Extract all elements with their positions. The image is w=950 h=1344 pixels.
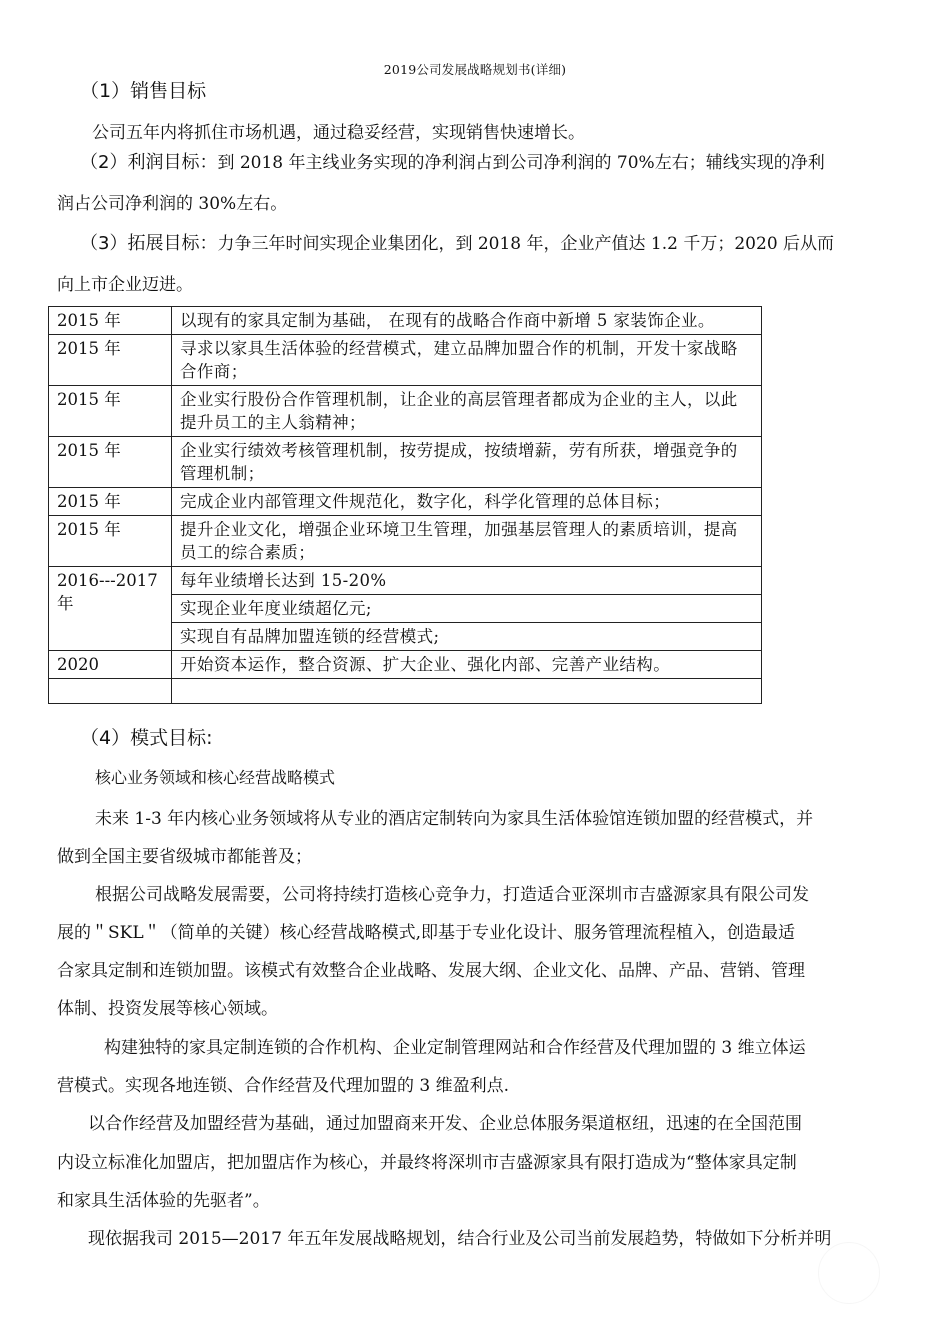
table-cell-text: 以现有的家具定制为基础， 在现有的战略合作商中新增 5 家装饰企业。: [172, 307, 762, 335]
table-cell-year: 2015 年: [49, 386, 172, 437]
development-plan-table: [48, 306, 762, 704]
paragraph-line: 未来 1-3 年内核心业务领域将从专业的酒店定制转向为家具生活体验馆连锁加盟的经营模式，并: [95, 809, 814, 829]
mode-target-subheading: 核心业务领域和核心经营战略模式: [95, 768, 336, 787]
paragraph-line: 做到全国主要省级城市都能普及；: [57, 847, 312, 867]
table-cell-text: 完成企业内部管理文件规范化，数字化，科学化管理的总体目标；: [172, 488, 762, 516]
paragraph-line: 展的＂SKL＂（简单的关键）核心经营战略模式,即基于专业化设计、服务管理流程植入，创造最适: [57, 923, 796, 943]
table-cell-text: 实现自有品牌加盟连锁的经营模式;: [172, 623, 762, 651]
paragraph-line: 构建独特的家具定制连锁的合作机构、企业定制管理网站和合作经营及代理加盟的 3 维立体运: [104, 1038, 806, 1058]
table-cell-text: 开始资本运作，整合资源、扩大企业、强化内部、完善产业结构。: [172, 651, 762, 679]
paragraph-line: 以合作经营及加盟经营为基础，通过加盟商来开发、企业总体服务渠道枢纽，迅速的在全国范围: [88, 1114, 802, 1134]
table-cell-text: 企业实行股份合作管理机制，让企业的高层管理者都成为企业的主人，以此提升员工的主人翁精神；: [172, 386, 762, 437]
table-cell-text: 寻求以家具生活体验的经营模式，建立品牌加盟合作的机制，开发十家战略合作商；: [172, 335, 762, 386]
sales-target-text: 公司五年内将抓住市场机遇，通过稳妥经营，实现销售快速增长。: [92, 123, 585, 143]
profit-target-text-1: 到 2018 年主线业务实现的净利润占到公司净利润的 70%左右；辅线实现的净利: [217, 153, 825, 173]
table-row-empty: [49, 679, 762, 704]
profit-target-line-2: 润占公司净利润的 30%左右。: [57, 194, 288, 214]
paragraph-line: 营模式。实现各地连锁、合作经营及代理加盟的 3 维盈利点.: [57, 1076, 510, 1096]
expansion-target-text-1: 力争三年时间实现企业集团化，到 2018 年，企业产值达 1.2 千万；2020 后从而: [217, 234, 835, 254]
table-cell-text: 企业实行绩效考核管理机制，按劳提成，按绩增薪，劳有所获，增强竞争的管理机制；: [172, 437, 762, 488]
paragraph-line: 内设立标准化加盟店，把加盟店作为核心，并最终将深圳市吉盛源家具有限打造成为“整体家具定制: [57, 1153, 797, 1173]
paragraph-line: 体制、投资发展等核心领域。: [57, 999, 278, 1019]
table-cell-year: [49, 679, 172, 704]
expansion-target-line-1: [80, 229, 834, 255]
table-cell-year-span: 2016---2017 年: [49, 567, 172, 651]
expansion-target-line-2: 向上市企业迈进。: [57, 275, 193, 295]
running-header: 2019公司发展战略规划书(详细): [383, 62, 567, 77]
table-cell-year: 2015 年: [49, 488, 172, 516]
sales-target-heading: （1）销售目标: [80, 80, 207, 102]
table-cell-text: 每年业绩增长达到 15-20%: [172, 567, 762, 595]
table-row: [49, 386, 762, 437]
table-row: [49, 335, 762, 386]
table-row: [49, 516, 762, 567]
mode-target-heading: （4）模式目标:: [80, 727, 213, 749]
paragraph-line: 合家具定制和连锁加盟。该模式有效整合企业战略、发展大纲、企业文化、品牌、产品、营销、管理: [57, 961, 805, 981]
profit-target-label: （2）利润目标：: [80, 152, 218, 173]
table-cell-text: 实现企业年度业绩超亿元;: [172, 595, 762, 623]
table-row: [49, 437, 762, 488]
table-cell-year: 2015 年: [49, 516, 172, 567]
table-row: [49, 567, 762, 595]
paragraph-line: 根据公司战略发展需要，公司将持续打造核心竞争力，打造适合亚深圳市吉盛源家具有限公司发: [95, 885, 809, 905]
table-row: [49, 488, 762, 516]
expansion-target-label: （3）拓展目标：: [80, 233, 218, 254]
table-cell-text: [172, 679, 762, 704]
table-cell-year: 2015 年: [49, 437, 172, 488]
watermark-seal-icon: [818, 1242, 880, 1304]
paragraph-line: 现依据我司 2015—2017 年五年发展战略规划，结合行业及公司当前发展趋势，特做如下分析并明: [88, 1229, 832, 1249]
table-cell-year: 2020: [49, 651, 172, 679]
table-cell-text: 提升企业文化，增强企业环境卫生管理，加强基层管理人的素质培训，提高员工的综合素质；: [172, 516, 762, 567]
table-row: [49, 307, 762, 335]
table-row: [49, 651, 762, 679]
paragraph-line: 和家具生活体验的先驱者”。: [57, 1191, 270, 1211]
profit-target-line-1: [80, 148, 825, 174]
table-cell-year: 2015 年: [49, 335, 172, 386]
table-cell-year: 2015 年: [49, 307, 172, 335]
